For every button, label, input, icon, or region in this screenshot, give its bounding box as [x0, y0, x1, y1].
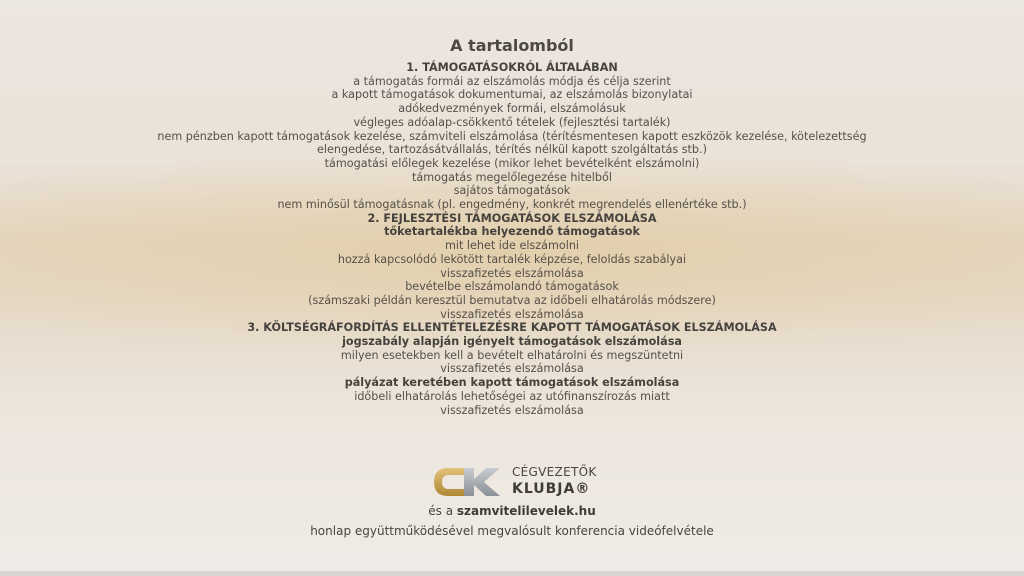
- content-block: [0, 36, 1024, 417]
- content-line: visszafizetés elszámolása: [440, 307, 584, 321]
- content-line: milyen esetekben kell a bevételt elhatárolni és megszüntetni: [340, 348, 684, 362]
- content-line: hozzá kapcsolódó lekötött tartalék képzése, feloldás szabályai: [337, 252, 687, 266]
- content-list: [0, 61, 1024, 417]
- content-line: végleges adóalap-csökkentő tételek (fejlesztési tartalék): [353, 115, 671, 129]
- bottom-bar: [0, 571, 1024, 576]
- page-title: A tartalomból: [450, 36, 574, 55]
- section-heading: 3. KÖLTSÉGRÁFORDÍTÁS ELLENTÉTELEZÉSRE KAPOTT TÁMOGATÁSOK ELSZÁMOLÁSA: [247, 321, 777, 335]
- content-line: elengedése, tartozásátvállalás, térítés nélkül kapott szolgáltatás stb.): [317, 143, 707, 157]
- content-line: visszafizetés elszámolása: [440, 362, 584, 376]
- content-line: adókedvezmények formái, elszámolásuk: [398, 102, 626, 116]
- logo: [430, 462, 600, 502]
- section-heading: 1. TÁMOGATÁSOKRÓL ÁLTALÁBAN: [406, 61, 618, 74]
- ck-logo-icon: [430, 462, 510, 502]
- content-line: mit lehet ide elszámolni: [444, 239, 580, 253]
- section-heading: 2. FEJLESZTÉSI TÁMOGATÁSOK ELSZÁMOLÁSA: [367, 211, 657, 225]
- section-heading: jogszabály alapján igényelt támogatások elszámolása: [342, 335, 682, 349]
- section-heading: tőketartalékba helyezendő támogatások: [384, 225, 640, 239]
- content-line: visszafizetés elszámolása: [440, 266, 584, 280]
- content-line: nem pénzben kapott támogatások kezelése, számviteli elszámolása (térítésmentesen kapott eszközök kezelése, kötelezettség: [157, 129, 867, 143]
- content-line: sajátos támogatások: [453, 184, 571, 198]
- content-line: visszafizetés elszámolása: [440, 403, 584, 417]
- content-line: támogatás megelőlegezése hitelből: [412, 170, 612, 184]
- content-line: a támogatás formái az elszámolás módja és célja szerint: [353, 74, 671, 88]
- content-line: támogatási előlegek kezelése (mikor lehet bevételként elszámolni): [324, 156, 700, 170]
- footer-line-2: honlap együttműködésével megvalósult konferencia videófelvétele: [310, 524, 714, 538]
- content-line: bevételbe elszámolandó támogatások: [405, 280, 619, 294]
- content-line: időbeli elhatárolás lehetőségei az utófinanszírozás miatt: [354, 389, 670, 403]
- content-line: nem minősül támogatásnak (pl. engedmény, konkrét megrendelés ellenértéke stb.): [277, 198, 747, 212]
- content-line: (számszaki példán keresztül bemutatva az időbeli elhatárolás módszere): [308, 293, 716, 307]
- footer-prefix: és a: [428, 504, 457, 518]
- logo-text-bottom: KLUBJA®: [512, 481, 591, 497]
- website-link[interactable]: szamvitelilevelek.hu: [456, 504, 596, 518]
- footer-line-1: [0, 504, 1024, 518]
- section-heading: pályázat keretében kapott támogatások elszámolása: [344, 376, 680, 390]
- content-line: a kapott támogatások dokumentumai, az elszámolás bizonylatai: [331, 88, 693, 102]
- logo-text-top: CÉGVEZETŐK: [512, 465, 597, 479]
